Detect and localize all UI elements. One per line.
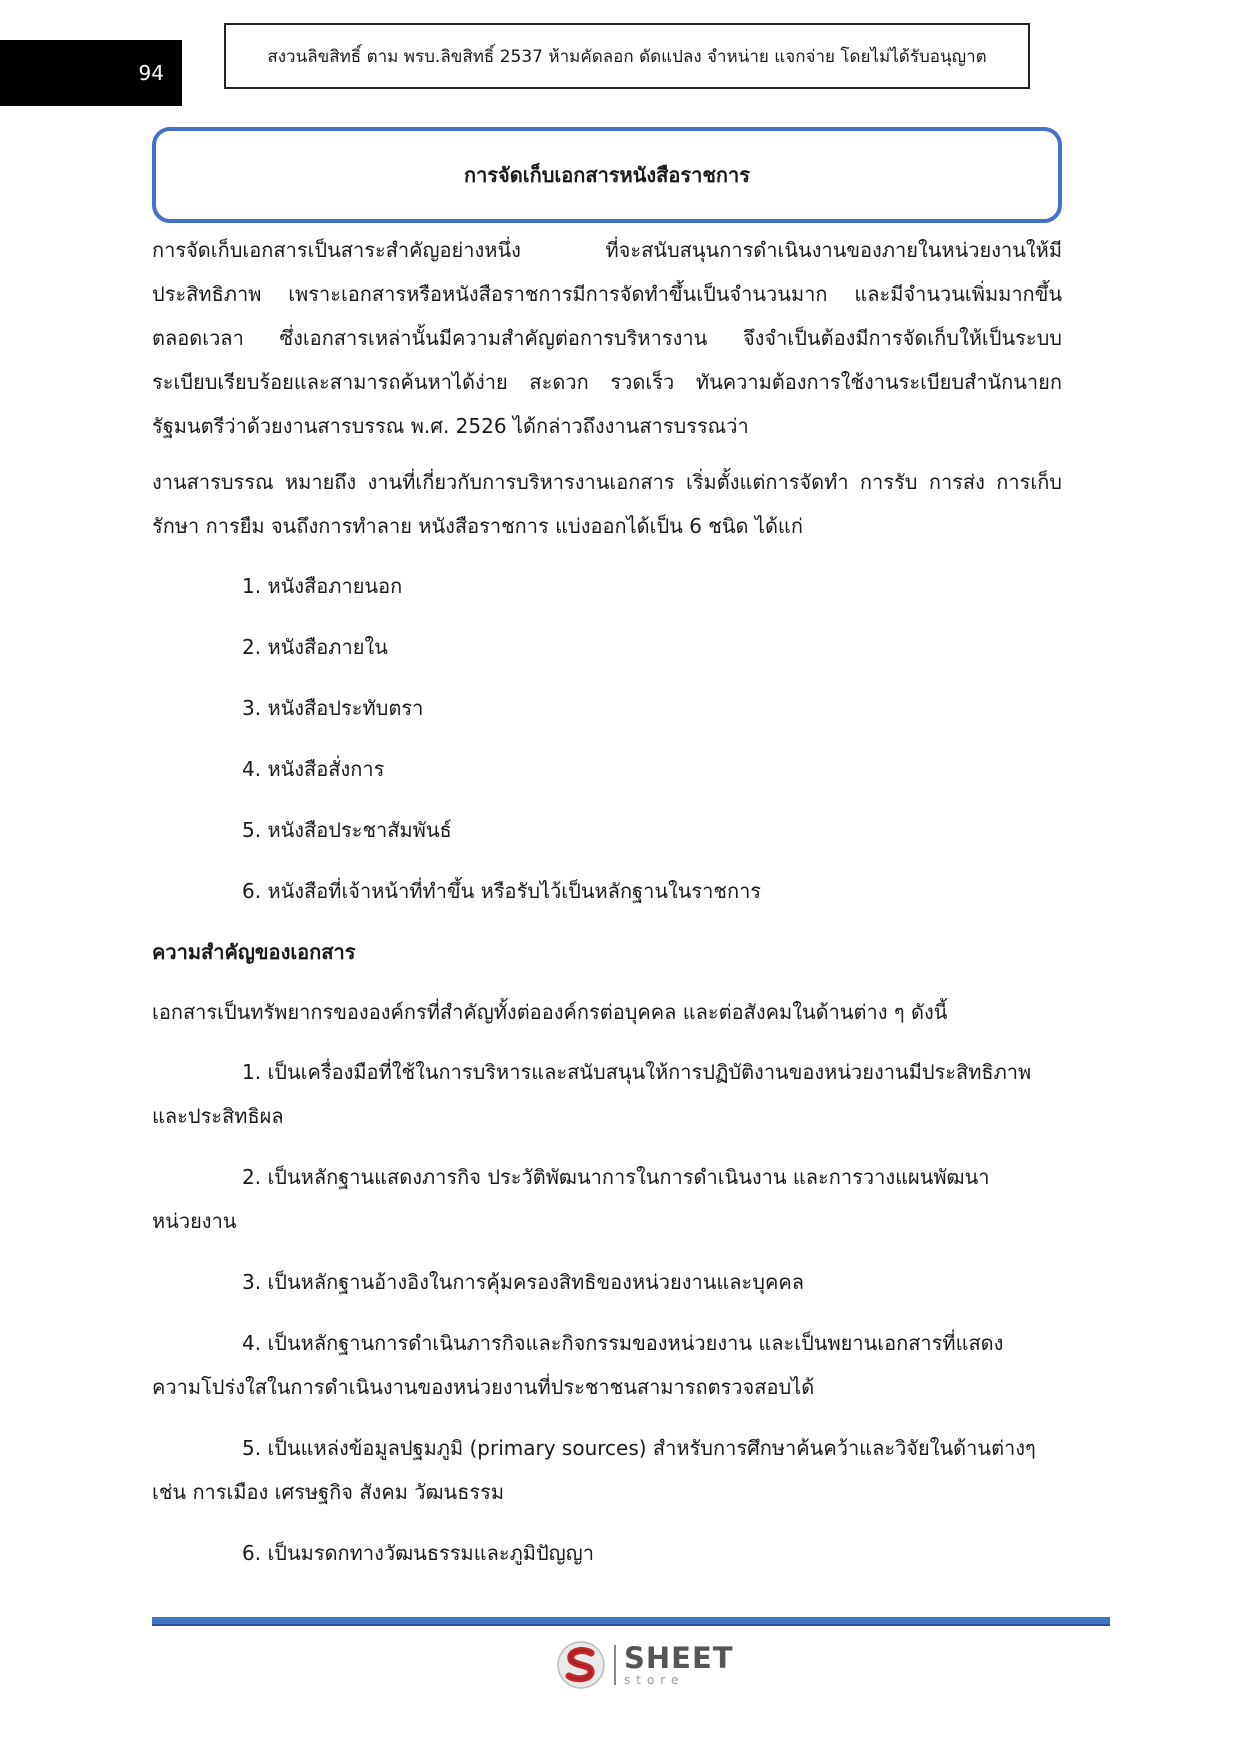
definition-paragraph: งานสารบรรณ หมายถึง งานที่เกี่ยวกับการบริหารงานเอกสาร เริ่มตั้งแต่การจัดทำ การรับ การส่ง การเก็บรักษา การยืม จนถึงการทำลาย หนังสือราชการ แบ่งออกได้เป็น 6 ชนิด ได้แก่ (152, 470, 1062, 538)
importance-item (152, 1155, 1062, 1243)
importance-item-continuation: ความโปร่งใสในการดำเนินงานของหน่วยงานที่ประชาชนสามารถตรวจสอบได้ (152, 1375, 815, 1399)
importance-item (152, 1321, 1062, 1409)
document-body (152, 228, 1062, 1592)
list-item: 5. หนังสือประชาสัมพันธ์ (242, 818, 452, 842)
intro-paragraph: การจัดเก็บเอกสารเป็นสาระสำคัญอย่างหนึ่ง ที่จะสนับสนุนการดำเนินงานของภายในหน่วยงานให้มีประสิทธิภาพ เพราะเอกสารหรือหนังสือราชการมีการจัดทำขึ้นเป็นจำนวนมาก และมีจำนวนเพิ่มมากขึ้นตลอดเวลา ซึ่งเอกสารเหล่านั้นมีความสำคัญต่อการบริหารงาน จึงจำเป็นต้องมีการจัดเก็บให้เป็นระบบระเบียบเรียบร้อยและสามารถค้นหาได้ง่าย สะดวก รวดเร็ว ทันความต้องการใช้งานระเบียบสำนักนายกรัฐมนตรีว่าด้วยงานสารบรรณ พ.ศ. 2526 ได้กล่าวถึงงานสารบรรณว่า (152, 238, 1062, 438)
section-title: การจัดเก็บเอกสารหนังสือราชการ (463, 163, 751, 187)
list-item: 3. หนังสือประทับตรา (242, 696, 424, 720)
sheet-store-logo (556, 1640, 734, 1690)
importance-item-line: 1. เป็นเครื่องมือที่ใช้ในการบริหารและสนับสนุนให้การปฏิบัติงานของหน่วยงานมีประสิทธิภาพ (242, 1060, 1032, 1084)
logo-divider (614, 1645, 616, 1685)
importance-heading: ความสำคัญของเอกสาร (152, 940, 356, 964)
page-number-box (0, 40, 182, 106)
importance-item-line: 3. เป็นหลักฐานอ้างอิงในการคุ้มครองสิทธิของหน่วยงานและบุคคล (242, 1270, 805, 1294)
importance-item (152, 1260, 1062, 1304)
list-item: 1. หนังสือภายนอก (242, 574, 403, 598)
importance-item-line: 4. เป็นหลักฐานการดำเนินภารกิจและกิจกรรมของหน่วยงาน และเป็นพยานเอกสารที่แสดง (242, 1331, 1004, 1355)
sheet-store-logo-icon (556, 1640, 606, 1690)
copyright-notice: สงวนลิขสิทธิ์ ตาม พรบ.ลิขสิทธิ์ 2537 ห้ามคัดลอก ดัดแปลง จำหน่าย แจกจ่าย โดยไม่ได้รับอนุญาต (267, 46, 987, 67)
copyright-notice-box (224, 23, 1030, 89)
importance-item-line: 6. เป็นมรดกทางวัฒนธรรมและภูมิปัญญา (242, 1541, 594, 1565)
footer-divider (152, 1617, 1110, 1626)
importance-item (152, 1531, 1062, 1575)
list-item: 2. หนังสือภายใน (242, 635, 388, 659)
importance-item-line: 2. เป็นหลักฐานแสดงภารกิจ ประวัติพัฒนาการในการดำเนินงาน และการวางแผนพัฒนา (242, 1165, 990, 1189)
logo-brand: SHEET (624, 1641, 734, 1675)
list-item: 4. หนังสือสั่งการ (242, 757, 385, 781)
importance-item-continuation: เช่น การเมือง เศรษฐกิจ สังคม วัฒนธรรม (152, 1480, 505, 1504)
list-item: 6. หนังสือที่เจ้าหน้าที่ทำขึ้น หรือรับไว้เป็นหลักฐานในราชการ (242, 879, 762, 903)
importance-item-continuation: หน่วยงาน (152, 1209, 237, 1233)
importance-list (152, 1050, 1062, 1575)
importance-item (152, 1050, 1062, 1138)
importance-intro: เอกสารเป็นทรัพยากรขององค์กรที่สำคัญทั้งต่อองค์กรต่อบุคคล และต่อสังคมในด้านต่าง ๆ ดังนี้ (152, 1000, 948, 1024)
logo-text (624, 1641, 734, 1687)
importance-item (152, 1426, 1062, 1514)
section-title-box (152, 127, 1062, 223)
importance-item-continuation: และประสิทธิผล (152, 1104, 284, 1128)
document-types-list (152, 564, 1062, 913)
page-number: 94 (138, 61, 164, 85)
importance-item-line: 5. เป็นแหล่งข้อมูลปฐมภูมิ (primary sources) สำหรับการศึกษาค้นคว้าและวิจัยในด้านต่างๆ (242, 1436, 1036, 1460)
logo-sub: store (624, 1673, 685, 1687)
